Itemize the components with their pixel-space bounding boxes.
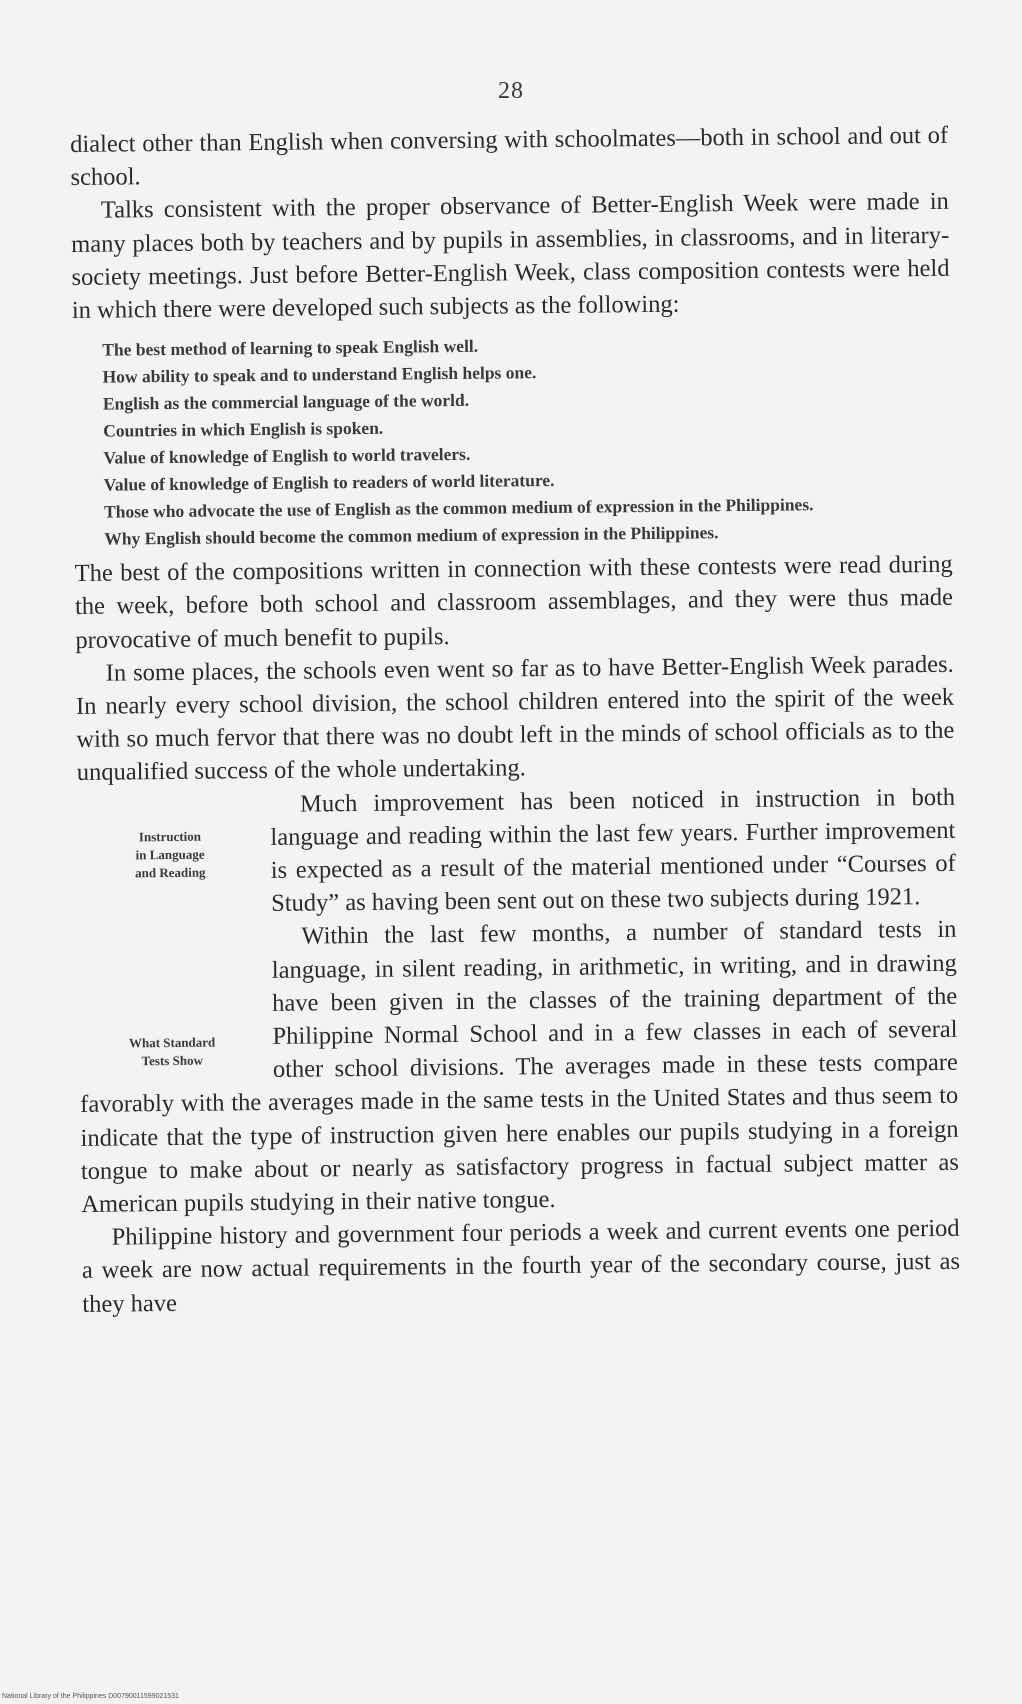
- side-note-line: What Standard: [128, 1034, 216, 1051]
- side-note-standard-tests: [79, 1019, 265, 1085]
- side-note-line: Instruction: [138, 828, 202, 844]
- paragraph-best-compositions: The best of the compositions written in connection with these contests were read during the week, before both school and classroom assemblages, and they were thus made provocative of much benefit to pupils.: [74, 551, 954, 654]
- list-item: Why English should become the common medium of expression in the Philippines.: [104, 522, 719, 549]
- paragraph-talks: Talks consistent with the proper observance of Better-English Week were made in many places both by teachers and by pupils in assemblies, in classrooms, and in literary-society meetings. Just before Better-English Week, class composition contests were held in which there were developed such subjects as the following:: [71, 188, 950, 325]
- list-item: How ability to speak and to understand English helps one.: [102, 362, 537, 387]
- page-number: 28: [498, 78, 524, 104]
- paragraph-parades: In some places, the schools even went so far as to have Better-English Week parades. In nearly every school division, the school children entered into the spirit of the week with so much fervor that there was no doubt left in the minds of school officials as to the unqualified success of the whole undertaking.: [75, 650, 955, 787]
- list-item: The best method of learning to speak English well.: [102, 335, 479, 360]
- side-note-instruction: [77, 821, 263, 919]
- page-body: [70, 119, 960, 1321]
- list-item: Countries in which English is spoken.: [103, 417, 384, 441]
- composition-subjects-list: [72, 328, 952, 553]
- paragraph-history: Philippine history and government four periods a week and current events one period a week are now actual requirements in the fourth year of the secondary course, just as they have: [81, 1215, 961, 1318]
- list-item: Value of knowledge of English to world travelers.: [103, 444, 471, 468]
- list-item: Those who advocate the use of English as the common medium of expression in the Philippines.: [103, 494, 814, 522]
- scan-footer: National Library of the Philippines D00790011599021531: [2, 1693, 179, 1700]
- side-note-line: Tests Show: [141, 1053, 203, 1069]
- list-item: English as the commercial language of the world.: [102, 390, 470, 414]
- paragraph-standard-tests: Within the last few months, a number of standard tests in language, in silent reading, in arithmetic, in writing, and in drawing have been given in the classes of the training department of the Philippine Normal School and in a few classes in each of several other school divisions. The averages made in these tests compare favorably with the averages made in the same tests in the United States and thus seem to indicate that the type of instruction given here enables our pupils studying in a foreign tongue to make about or nearly as satisfactory progress in factual subject matter as American pupils studying in their native tongue.: [80, 916, 960, 1219]
- paragraph-improvement: Much improvement has been noticed in instruction in both language and reading within the last few years. Further improvement is expected as a result of the material mentioned under “Courses of Study” as having been sent out on these two subjects during 1921.: [270, 783, 956, 918]
- side-note-line: and Reading: [134, 864, 206, 880]
- list-item: Value of knowledge of English to readers of world literature.: [103, 470, 555, 495]
- paragraph-continued: dialect other than English when conversing with schoolmates—both in school and out of school.: [70, 121, 949, 192]
- side-note-line: in Language: [135, 846, 205, 862]
